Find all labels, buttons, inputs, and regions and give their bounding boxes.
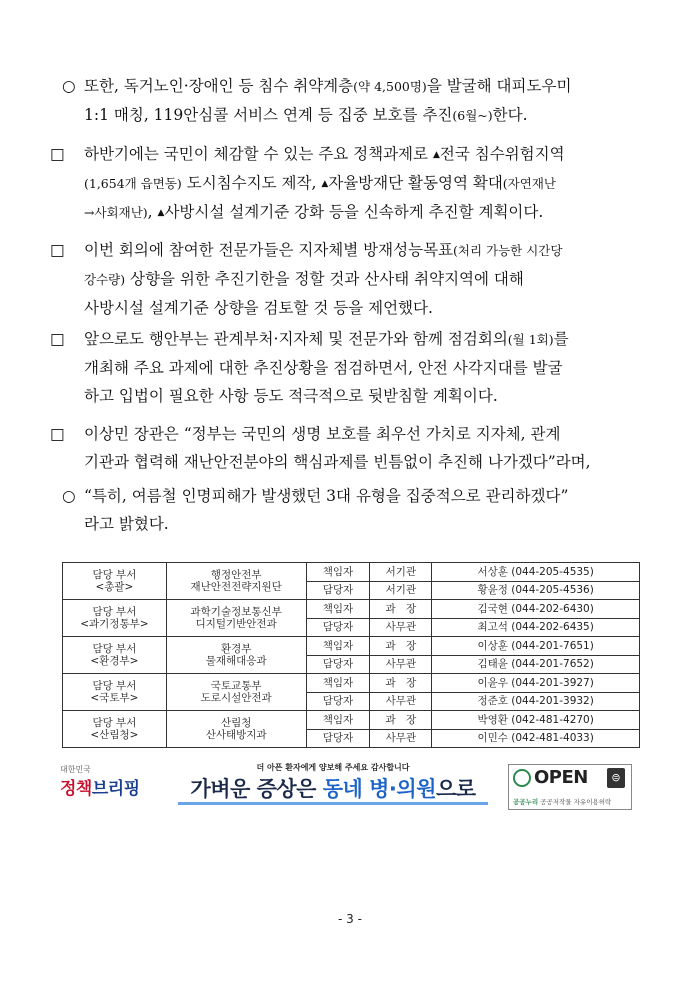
square-bullet: □ xyxy=(50,145,65,163)
paragraph-line: 사방시설 설계기준 상향을 검토할 것 등을 제언했다. xyxy=(84,299,433,317)
page-number: - 3 - xyxy=(338,912,362,926)
title-cell: 과 장 xyxy=(370,674,432,693)
paragraph xyxy=(50,140,565,227)
name-cell: 황윤정 (044-205-4536) xyxy=(432,581,640,600)
role-cell: 책임자 xyxy=(306,711,370,730)
dept-cell: 담당 부서 <국토부> xyxy=(63,674,167,711)
paragraph-line: 1:1 매칭, 119안심콜 서비스 연계 등 집중 보호를 추진(6월~)한다. xyxy=(84,106,528,124)
paragraph-line: 이번 회의에 참여한 전문가들은 지자체별 방재성능목표(처리 가능한 시간당 xyxy=(84,241,563,259)
org-cell: 행정안전부 재난안전전략지원단 xyxy=(166,563,306,600)
square-bullet: □ xyxy=(50,330,65,348)
open-caption: 공공누리 공공저작물 자유이용허락 xyxy=(513,798,612,806)
logo-top-text: 대한민국 xyxy=(60,765,91,774)
policy-briefing-logo xyxy=(58,764,158,804)
dept-cell: 담당 부서 <총괄> xyxy=(63,563,167,600)
paragraph xyxy=(50,236,562,322)
title-cell: 과 장 xyxy=(370,637,432,656)
title-cell: 사무관 xyxy=(370,729,432,748)
paragraph xyxy=(62,72,571,130)
contact-table xyxy=(62,562,640,748)
title-cell: 사무관 xyxy=(370,618,432,637)
contact-row xyxy=(63,600,640,619)
name-cell: 김태윤 (044-201-7652) xyxy=(432,655,640,674)
paragraph-line: 하고 입법이 필요한 사항 등도 적극적으로 뒷받침할 계획이다. xyxy=(84,387,498,405)
paragraph-line: →사회재난), ▲사방시설 설계기준 강화 등을 신속하게 추진할 계획이다. xyxy=(84,203,544,221)
paragraph-line: 하반기에는 국민이 체감할 수 있는 주요 정책과제로 ▲전국 침수위험지역 xyxy=(84,145,565,163)
name-cell: 정준호 (044-201-3932) xyxy=(432,692,640,711)
org-cell: 국토교통부 도로시설안전과 xyxy=(166,674,306,711)
square-bullet: □ xyxy=(50,425,65,443)
name-cell: 이민수 (042-481-4033) xyxy=(432,729,640,748)
public-campaign-banner xyxy=(172,758,494,808)
title-cell: 서기관 xyxy=(370,581,432,600)
role-cell: 책임자 xyxy=(306,674,370,693)
paragraph-line: 기관과 협력해 재난안전분야의 핵심과제를 빈틈없이 추진해 나가겠다”라며, xyxy=(84,453,591,471)
name-cell: 서상훈 (044-205-4535) xyxy=(432,563,640,582)
title-cell: 과 장 xyxy=(370,711,432,730)
org-cell: 환경부 물재해대응과 xyxy=(166,637,306,674)
role-cell: 담당자 xyxy=(306,655,370,674)
contact-row xyxy=(63,563,640,582)
name-cell: 최고석 (044-202-6435) xyxy=(432,618,640,637)
paragraph-line: 이상민 장관은 “정부는 국민의 생명 보호를 최우선 가치로 지자체, 관계 xyxy=(84,425,561,443)
role-cell: 책임자 xyxy=(306,637,370,656)
dept-cell: 담당 부서 <과기정통부> xyxy=(63,600,167,637)
title-cell: 과 장 xyxy=(370,600,432,619)
kogl-seal-icon xyxy=(513,769,531,787)
contact-row xyxy=(63,637,640,656)
circle-bullet: ○ xyxy=(62,77,76,95)
contact-row xyxy=(63,674,640,693)
license-type-icon: ⊜ xyxy=(607,768,625,788)
banner-headline: 가벼운 증상은 동네 병·의원으로 xyxy=(190,777,476,801)
name-cell: 박영환 (042-481-4270) xyxy=(432,711,640,730)
role-cell: 담당자 xyxy=(306,618,370,637)
name-cell: 이윤우 (044-201-3927) xyxy=(432,674,640,693)
circle-bullet: ○ xyxy=(62,487,76,505)
role-cell: 책임자 xyxy=(306,563,370,582)
paragraph-line: 또한, 독거노인·장애인 등 침수 취약계층(약 4,500명)을 발굴해 대피도우미 xyxy=(84,77,572,95)
paragraph-line: 개최해 주요 과제에 대한 추진상황을 점검하면서, 안전 사각지대를 발굴 xyxy=(84,359,563,377)
logo-main-text: 정책브리핑 xyxy=(60,779,140,799)
dept-cell: 담당 부서 <산림청> xyxy=(63,711,167,748)
contact-row xyxy=(63,711,640,730)
title-cell: 사무관 xyxy=(370,655,432,674)
role-cell: 담당자 xyxy=(306,729,370,748)
banner-subtext: 더 아픈 환자에게 양보해 주세요 감사합니다 xyxy=(256,763,410,772)
title-cell: 사무관 xyxy=(370,692,432,711)
paragraph xyxy=(50,420,591,476)
square-bullet: □ xyxy=(50,241,65,259)
open-word: OPEN xyxy=(534,767,588,788)
kogl-open-badge xyxy=(508,764,632,810)
role-cell: 담당자 xyxy=(306,692,370,711)
paragraph-line: “특히, 여름철 인명피해가 발생했던 3대 유형을 집중적으로 관리하겠다” xyxy=(84,487,569,505)
banner-accent-bar xyxy=(178,802,488,805)
paragraph-line: 앞으로도 행안부는 관계부처·지자체 및 전문가와 함께 점검회의(월 1회)를 xyxy=(84,330,569,348)
paragraph-line: 강수량) 상향을 위한 추진기한을 정할 것과 산사태 취약지역에 대해 xyxy=(84,270,524,288)
paragraph-line: (1,654개 읍면동) 도시침수지도 제작, ▲자율방재단 활동영역 확대(자연재난 xyxy=(84,174,556,192)
paragraph xyxy=(50,325,569,410)
org-cell: 산림청 산사태방지과 xyxy=(166,711,306,748)
paragraph xyxy=(62,482,568,538)
role-cell: 책임자 xyxy=(306,600,370,619)
title-cell: 서기관 xyxy=(370,563,432,582)
role-cell: 담당자 xyxy=(306,581,370,600)
dept-cell: 담당 부서 <환경부> xyxy=(63,637,167,674)
name-cell: 김국현 (044-202-6430) xyxy=(432,600,640,619)
name-cell: 이상훈 (044-201-7651) xyxy=(432,637,640,656)
org-cell: 과학기술정보통신부 디지털기반안전과 xyxy=(166,600,306,637)
paragraph-line: 라고 밝혔다. xyxy=(84,515,169,533)
